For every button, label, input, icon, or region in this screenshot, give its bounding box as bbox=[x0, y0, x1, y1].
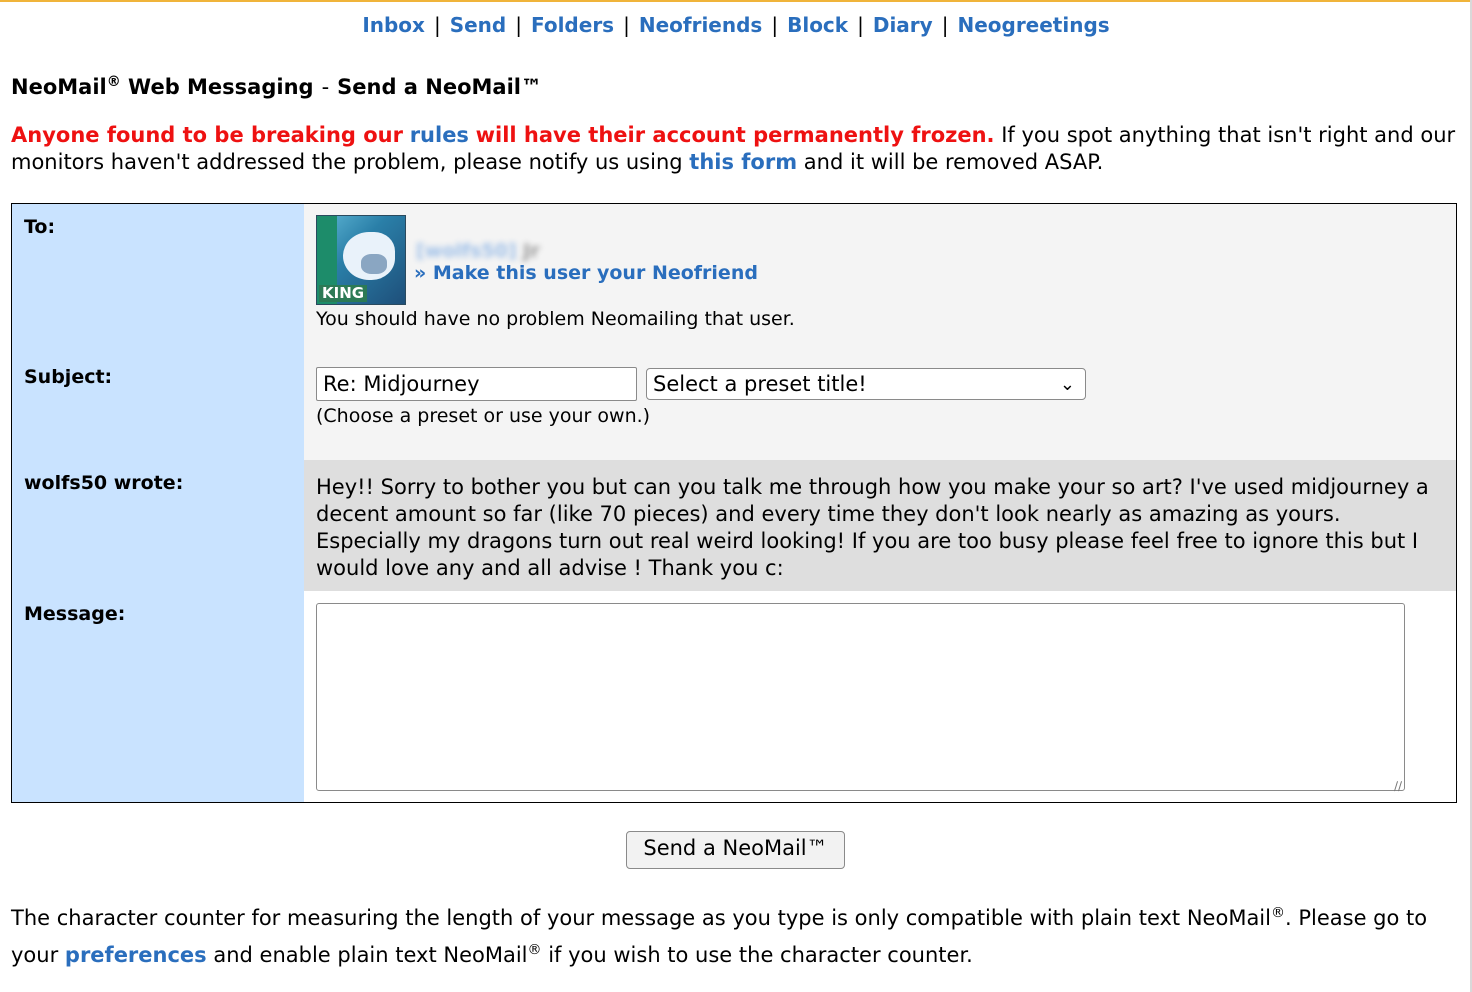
quoted-message: Hey!! Sorry to bother you but can you talk me through how you make your so art? I've used midjourney a decent amount so far (like 70 pieces) and every time they don't look nearly as amazing as yours. Especially my dragons turn out real weird looking! If you are too busy please feel free to ignore this but I would love any and all advise ! Thank you c: bbox=[304, 460, 1456, 591]
chevron-down-icon: ⌄ bbox=[1059, 374, 1075, 395]
message-cell bbox=[304, 591, 1456, 802]
recipient-username-text: [wolfs50] bbox=[416, 240, 517, 262]
nav-neogreetings[interactable]: Neogreetings bbox=[957, 13, 1110, 37]
neomail-form bbox=[11, 203, 1457, 803]
subject-cell bbox=[304, 354, 1456, 460]
nav-separator: | bbox=[433, 13, 441, 37]
title-reg: ® bbox=[106, 74, 121, 90]
footer-text-1: The character counter for measuring the length of your message as you type is only compatible with plain text NeoMail bbox=[11, 906, 1271, 930]
preferences-link[interactable]: preferences bbox=[64, 943, 207, 967]
recipient-username-suffix: Jr bbox=[523, 240, 540, 262]
avatar-king-badge: KING bbox=[319, 285, 367, 302]
recipient-status: You should have no problem Neomailing that user. bbox=[316, 308, 795, 330]
wrote-label: wolfs50 wrote: bbox=[12, 460, 304, 591]
warning-red-2: will have their account permanently frozen. bbox=[475, 123, 995, 147]
preset-selected-text: Select a preset title! bbox=[653, 372, 867, 396]
report-form-link[interactable]: this form bbox=[689, 150, 798, 174]
nav-neofriends[interactable]: Neofriends bbox=[638, 13, 763, 37]
message-textarea[interactable] bbox=[316, 603, 1405, 791]
subject-label: Subject: bbox=[12, 354, 304, 460]
nav-separator: | bbox=[857, 13, 864, 37]
preset-title-select[interactable] bbox=[646, 368, 1086, 400]
recipient-avatar[interactable] bbox=[316, 215, 406, 305]
recipient-username[interactable] bbox=[416, 240, 540, 262]
subject-hint: (Choose a preset or use your own.) bbox=[316, 405, 651, 427]
title-app: NeoMail bbox=[11, 75, 107, 99]
resize-grip-icon[interactable]: ∕∕ bbox=[1394, 779, 1403, 793]
warning-text-1: If you spot anything that isn't right and our monitors haven't addressed the problem, please notify us using bbox=[11, 123, 1456, 174]
footer-text-4: if you wish to use the character counter. bbox=[548, 943, 973, 967]
top-accent-line bbox=[0, 0, 1472, 2]
footer-note bbox=[11, 897, 1461, 971]
nav-separator: | bbox=[515, 13, 522, 37]
nav-separator: | bbox=[941, 13, 949, 37]
top-nav bbox=[0, 12, 1472, 38]
nav-diary[interactable]: Diary bbox=[872, 13, 933, 37]
footer-reg-2: ® bbox=[527, 942, 542, 958]
subject-input[interactable] bbox=[316, 367, 637, 401]
nav-inbox[interactable]: Inbox bbox=[362, 13, 425, 37]
footer-text-2: . Please go to your bbox=[11, 906, 1428, 967]
rules-link[interactable]: rules bbox=[409, 123, 469, 147]
rules-warning bbox=[11, 122, 1461, 176]
title-page: Send a NeoMail™ bbox=[337, 75, 542, 99]
nav-block[interactable]: Block bbox=[787, 13, 849, 37]
warning-text-2: and it will be removed ASAP. bbox=[803, 150, 1104, 174]
avatar-beak bbox=[361, 254, 387, 274]
nav-separator: | bbox=[623, 13, 630, 37]
title-dash: - bbox=[321, 75, 330, 99]
warning-red-1: Anyone found to be breaking our bbox=[11, 123, 403, 147]
nav-separator: | bbox=[771, 13, 779, 37]
footer-reg-1: ® bbox=[1270, 905, 1285, 921]
message-label: Message: bbox=[12, 591, 304, 802]
nav-folders[interactable]: Folders bbox=[530, 13, 615, 37]
to-label: To: bbox=[12, 204, 304, 354]
nav-send[interactable]: Send bbox=[449, 13, 507, 37]
page-title bbox=[11, 68, 542, 101]
title-rest: Web Messaging bbox=[128, 75, 314, 99]
to-cell bbox=[304, 204, 1456, 354]
send-neomail-button[interactable]: Send a NeoMail™ bbox=[626, 831, 845, 869]
footer-text-3: and enable plain text NeoMail bbox=[213, 943, 528, 967]
make-neofriend-link[interactable]: » Make this user your Neofriend bbox=[414, 262, 758, 284]
